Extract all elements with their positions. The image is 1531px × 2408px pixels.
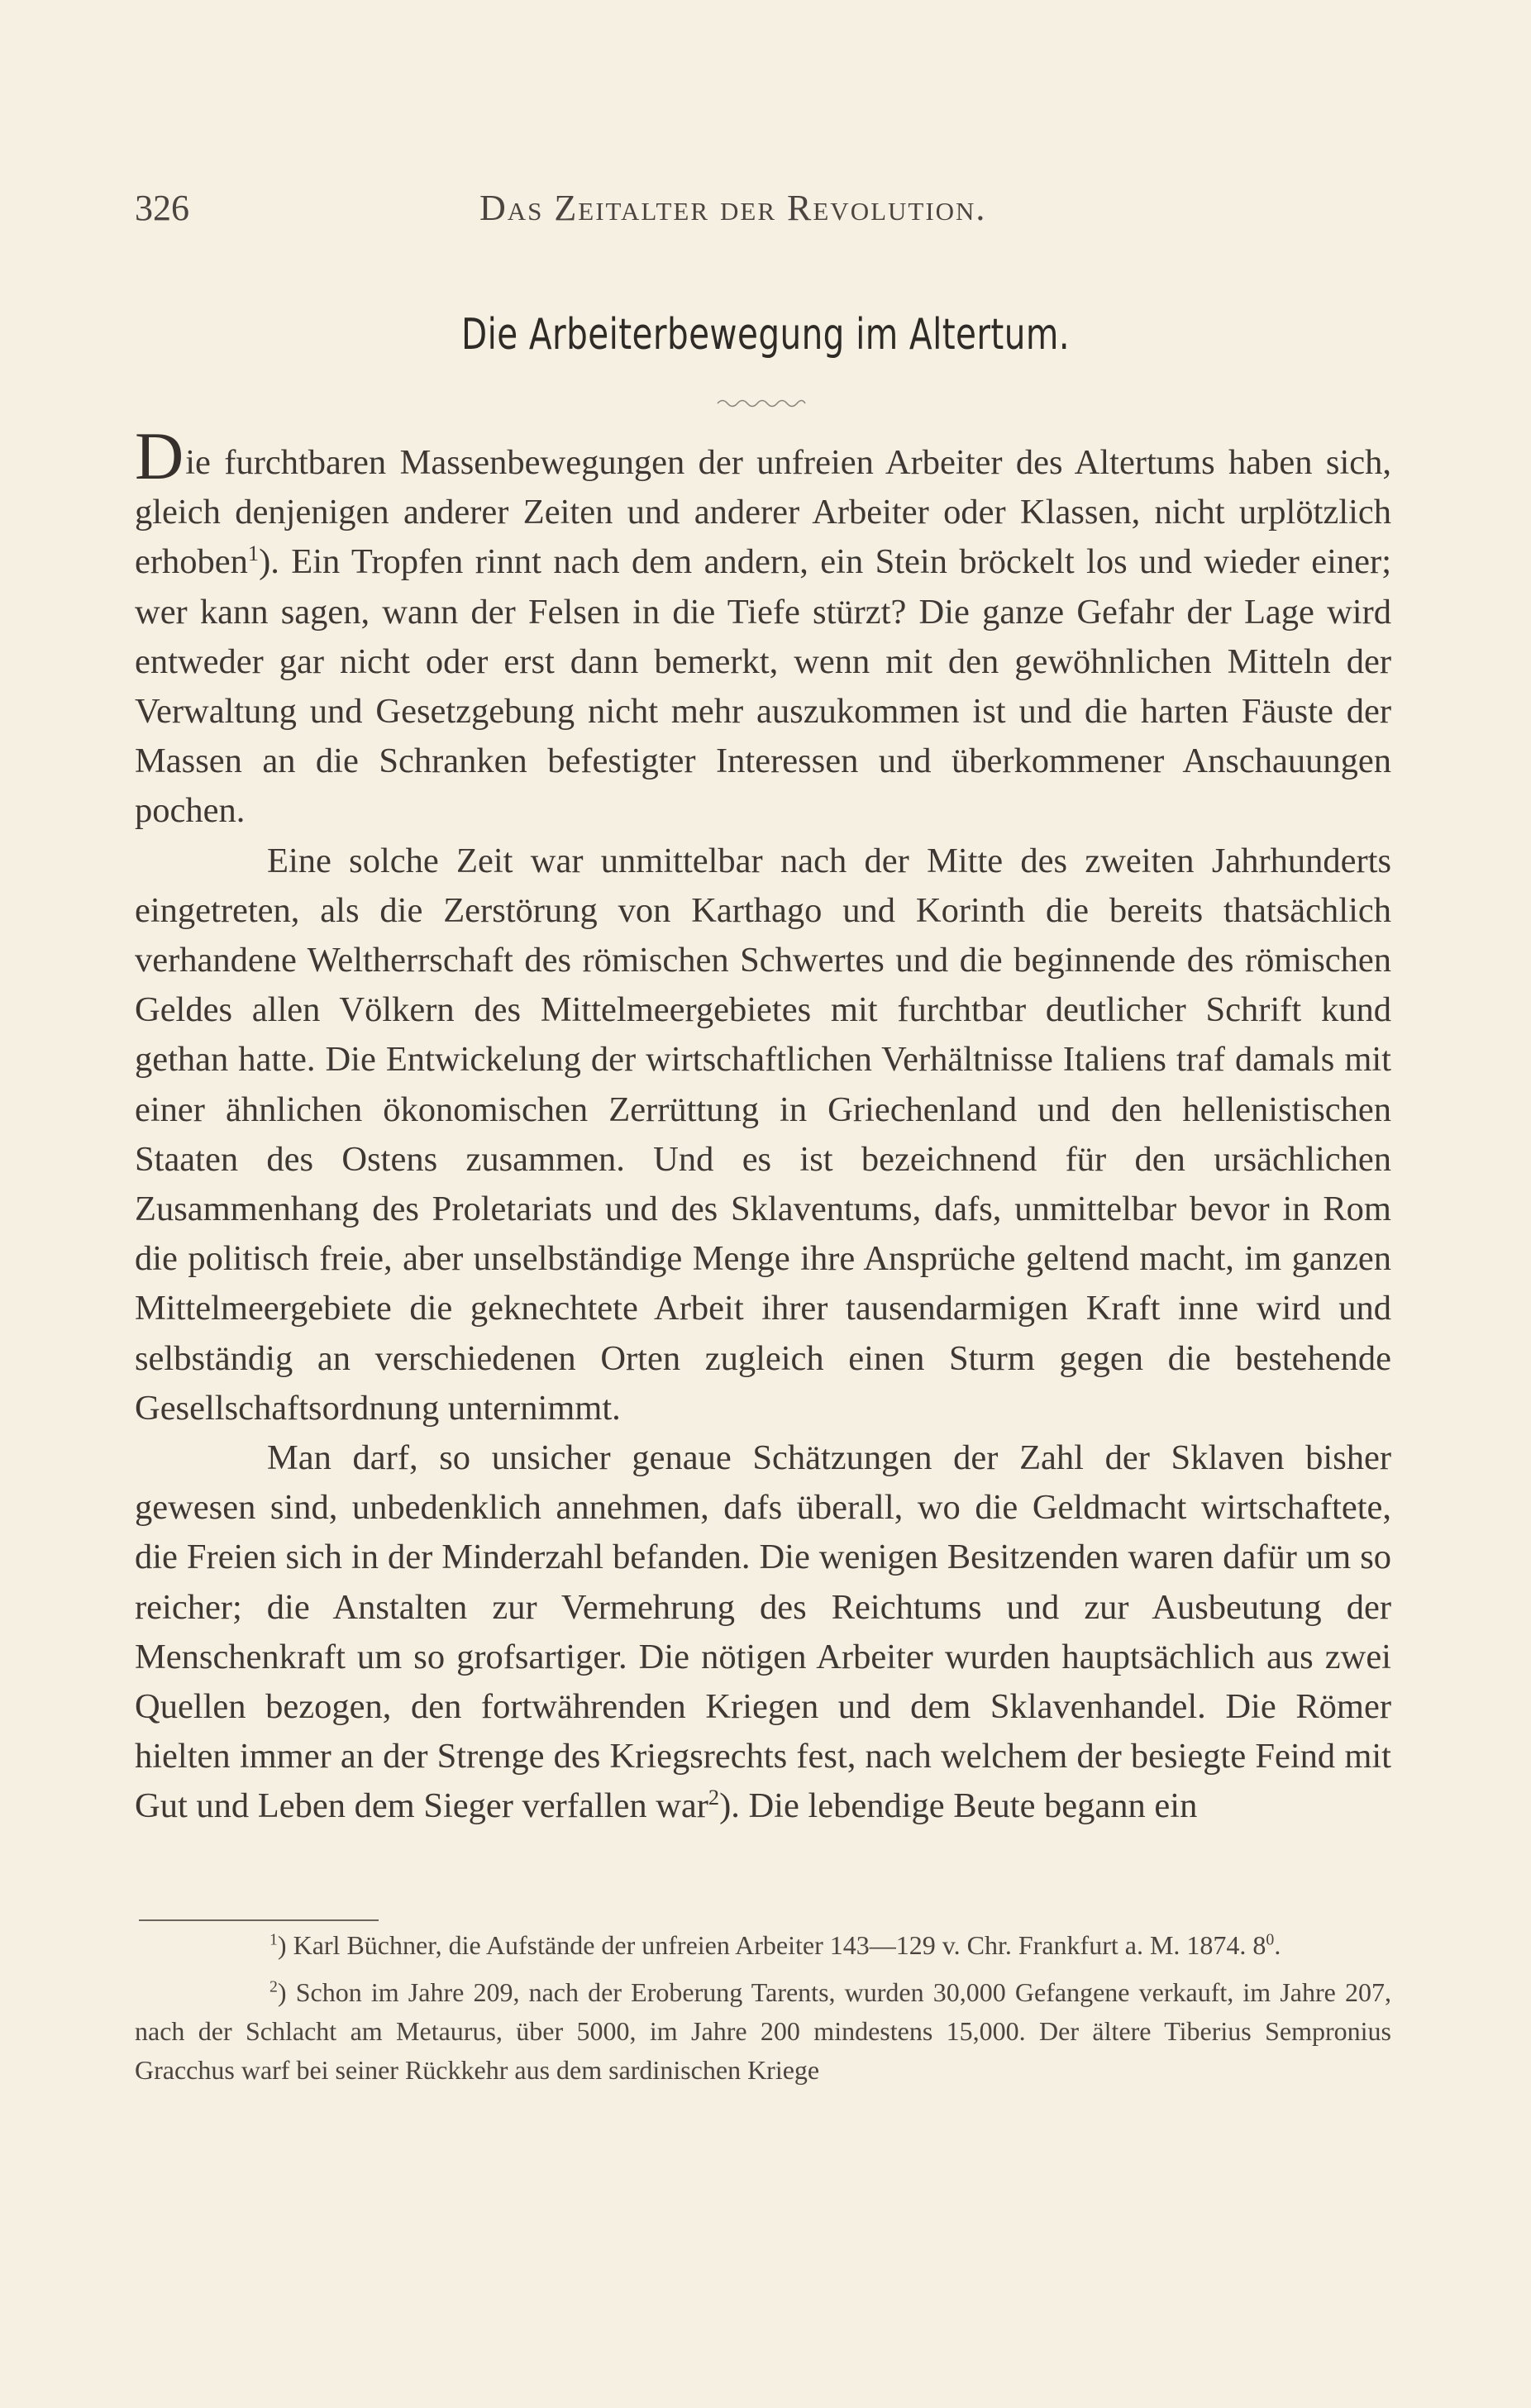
paragraph-3-text-b: ). Die lebendige Beute begann ein [719,1786,1198,1826]
footnote-2-text: ) Schon im Jahre 209, nach der Eroberung Tarents, wurden 30,000 Gefangene verkauft, im Jahre 207, nach der Schlacht am Metaurus, über 5000, im Jahre 200 mindestens 15,000. Der ältere Tiberius Sempronius Gracchus warf bei seiner Rückkehr aus dem sardinischen Kriege [135,1977,1391,2085]
running-head [135,187,1391,236]
body-text [135,418,1391,1832]
footnote-divider [139,1919,379,1921]
footnote-1-text-a: ) Karl Büchner, die Aufstände der unfreien Arbeiter 143—129 v. Chr. Frankfurt a. M. 1874. 8 [277,1930,1266,1960]
running-title: Das Zeitalter der Revolution. [479,188,987,228]
footnote-2 [135,1973,1391,2090]
drop-cap: D [135,418,184,494]
footnote-1-marker: 1 [269,1930,278,1949]
page-number: 326 [135,188,189,228]
paragraph-1-text-b: ). Ein Tropfen rinnt nach dem andern, ein Stein bröckelt los und wieder einer; wer kann sagen, wann der Felsen in die Tiefe stürzt? Die ganze Gefahr der Lage wird entweder gar nicht oder erst dann bemerkt, wenn mit den gewöhnlichen Mitteln der Verwaltung und Gesetzgebung nicht mehr auszukommen ist und die harten Fäuste der Massen an die Schranken befestigter Interessen und überkommener Anschauungen pochen. [135,542,1391,831]
footnotes [135,1926,1391,2090]
footnote-1-text-b: . [1274,1930,1281,1960]
paragraph-1-text-a: ie furchtbaren Massenbewegungen der unfreien Arbeiter des Altertums haben sich, gleich denjenigen anderer Zeiten und anderer Arbeiter oder Klassen, nicht urplötzlich erhoben [135,443,1391,582]
footnote-ref-2[interactable]: 2 [708,1786,720,1810]
paragraph-3 [135,1433,1391,1832]
footnote-ref-1[interactable]: 1 [247,541,260,566]
paragraph-2: Eine solche Zeit war unmittelbar nach der Mitte des zweiten Jahrhunderts eingetreten, als die Zerstörung von Karthago und Korinth die bereits thatsächlich verhandene Weltherrschaft des römischen Schwertes und die beginnende des römischen Geldes allen Völkern des Mittelmeergebietes mit furchtbar deutlicher Schrift kund gethan hatte. Die Entwickelung der wirtschaftlichen Verhältnisse Italiens traf damals mit einer ähnlichen ökonomischen Zerrüttung in Griechenland und den hellenistischen Staaten des Ostens zusammen. Und es ist bezeichnend für den ursächlichen Zusammenhang des Proletariats und des Sklaventums, dafs, unmittelbar bevor in Rom die politisch freie, aber unselbständige Menge ihre Ansprüche geltend macht, im ganzen Mittelmeergebiete die geknechtete Arbeit ihrer tausendarmigen Kraft inne wird und selbständig an verschiedenen Orten zugleich einen Sturm gegen die bestehende Gesellschaftsordnung unternimmt. [135,841,1391,1428]
paragraph-1 [135,418,1391,837]
chapter-title: Die Arbeiterbewegung im Altertum. [460,310,1071,360]
footnote-2-marker: 2 [269,1977,278,1996]
title-ornament [716,395,807,408]
paragraph-3-text-a: Man darf, so unsicher genaue Schätzungen der Zahl der Sklaven bisher gewesen sind, unbedenklich annehmen, dafs überall, wo die Geldmacht wirtschaftete, die Freien sich in der Minderzahl befanden. Die wenigen Besitzenden waren dafür um so reicher; die Anstalten zur Vermehrung des Reichtums und zur Ausbeutung der Menschenkraft um so grofsartiger. Die nötigen Arbeiter wurden hauptsächlich aus zwei Quellen bezogen, den fortwährenden Kriegen und dem Sklavenhandel. Die Römer hielten immer an der Strenge des Kriegsrechts fest, nach welchem der besiegte Feind mit Gut und Leben dem Sieger verfallen war [135,1438,1391,1826]
footnote-1 [135,1926,1391,1965]
footnote-1-degree: 0 [1266,1930,1275,1949]
